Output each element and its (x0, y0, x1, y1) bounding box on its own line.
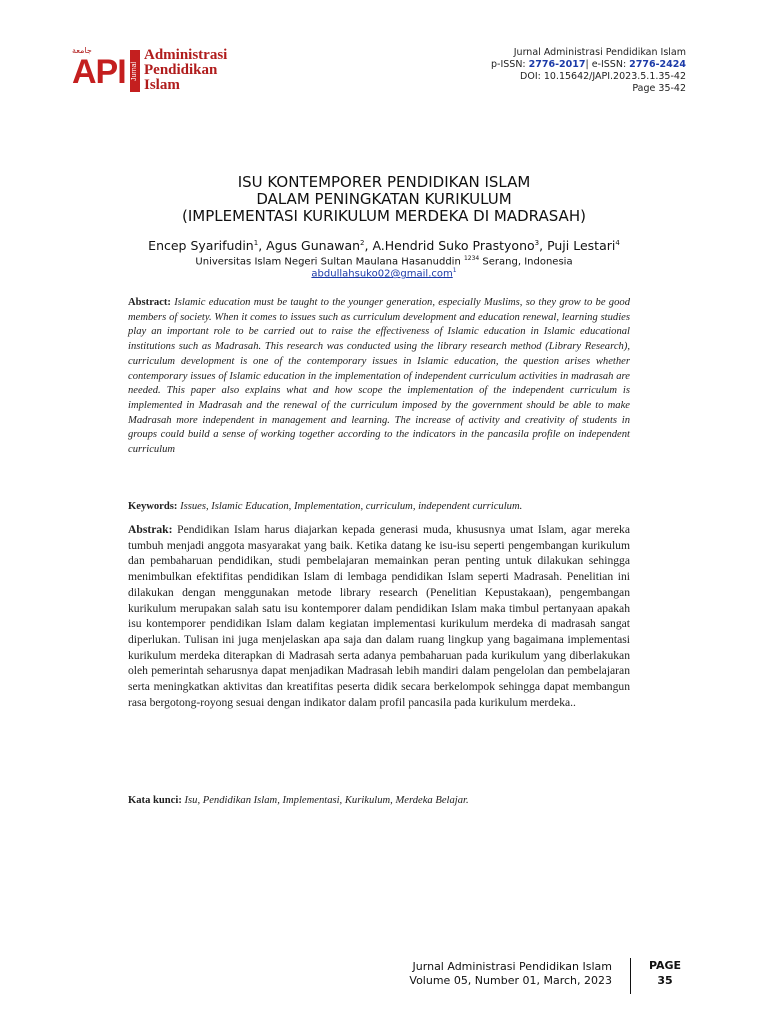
affiliation-text: Universitas Islam Negeri Sultan Maulana Hasanuddin (195, 256, 464, 268)
affiliation (0, 255, 768, 267)
footer-journal-name: Jurnal Administrasi Pendidikan Islam (412, 960, 612, 973)
paper-title (0, 174, 768, 225)
footer-page-value: 35 (657, 974, 673, 987)
p-issn-value: 2776-2017 (528, 59, 586, 70)
logo-line-1: Administrasi (144, 47, 228, 63)
logo-vertical-label: Jurnal (130, 50, 140, 92)
meta-doi: DOI: 10.15642/JAPI.2023.5.1.35-42 (520, 71, 686, 82)
footer-journal-info (409, 960, 612, 988)
affiliation-sup: 1234 (463, 255, 480, 262)
abstract-label: Abstract: (128, 297, 171, 308)
keywords-label: Keywords: (128, 501, 178, 512)
footer-divider (630, 958, 631, 994)
email-link[interactable]: abdullahsuko02@gmail.com (311, 268, 453, 280)
affiliation-tail: Serang, Indonesia (479, 256, 573, 268)
abstrak-label: Abstrak: (128, 523, 173, 536)
katakunci-label: Kata kunci: (128, 795, 182, 806)
title-line-3: (IMPLEMENTASI KURIKULUM MERDEKA DI MADRASAH) (182, 207, 586, 225)
author-list (0, 238, 768, 253)
keywords-id (128, 795, 630, 806)
title-line-2: DALAM PENINGKATAN KURIKULUM (256, 190, 512, 208)
keywords-text: Issues, Islamic Education, Implementation, curriculum, independent curriculum. (177, 501, 523, 512)
logo-line-2: Pendidikan (144, 62, 218, 78)
meta-pages: Page 35-42 (632, 83, 686, 94)
email-line (0, 267, 768, 279)
author-3: , A.Hendrid Suko Prastyono (364, 238, 535, 253)
email-sup: 1 (452, 267, 457, 274)
p-issn-label: p-ISSN: (491, 59, 529, 70)
abstract-text: Islamic education must be taught to the younger generation, especially Muslims, so they grow to be good members of society. When it comes to issues such as curriculum development and education renewal, learning studies play an important role to be carried out to raise the effectiveness of Islamic education in Islamic educational institutions such as Madrasah. This research was conducted using the library research method (Library Research), curriculum development is one of the contemporary issues in Islamic education, the question arises whether contemporary issues of Islamic education in the implementation of independent curriculum activities in madrasah are needed. This paper also explains what and how scope the implementation of the independent curriculum is implemented in Madrasah and the renewal of the curriculum imposed by the government should be able to make Madrasah more independent in management and learning. The increase of activity and creativity of students in groups could build a sense of working together according to the indicators in the pancasila profile on independent curriculum (128, 297, 630, 456)
journal-meta (491, 47, 686, 95)
footer-page-number (640, 958, 690, 988)
author-2-sup: 2 (360, 238, 365, 247)
title-line-1: ISU KONTEMPORER PENDIDIKAN ISLAM (237, 173, 531, 191)
keywords-en (128, 501, 630, 512)
footer-page-label: PAGE (648, 959, 682, 972)
e-issn-label: | e-ISSN: (585, 59, 630, 70)
author-4-sup: 4 (615, 238, 620, 247)
abstract-en (128, 296, 630, 458)
journal-logo (72, 46, 240, 96)
logo-arabic-text: جامعة (72, 46, 92, 55)
katakunci-text: Isu, Pendidikan Islam, Implementasi, Kurikulum, Merdeka Belajar. (181, 795, 469, 806)
author-2: , Agus Gunawan (258, 238, 361, 253)
author-1-sup: 1 (253, 238, 259, 247)
logo-api-mark: API (72, 53, 126, 91)
e-issn-value: 2776-2424 (629, 59, 686, 70)
logo-line-3: Islam (144, 77, 180, 93)
meta-journal-name: Jurnal Administrasi Pendidikan Islam (513, 47, 686, 58)
author-4: , Puji Lestari (539, 238, 616, 253)
meta-issn (491, 59, 686, 71)
abstract-id (128, 522, 630, 710)
abstrak-text: Pendidikan Islam harus diajarkan kepada generasi muda, khususnya umat Islam, agar mereka tumbuh menjadi anggota masyarakat yang baik. Ketika datang ke isu-isu seperti pengembangan kurikulum dan pembaharuan pendidikan, studi pembelajaran memainkan peran penting untuk dilakukan sehingga menimbulkan efektifitas pendidikan Islam di lembaga pendidikan Islam seperti Madrasah. Penelitian ini dilakukan dengan menggunakan metode library research (Penelitian Kepustakaan), pengembangan kurikulum merupakan salah satu isu kontemporer dalam pendidikan Islam maka timbul pertanyaan apakah isu kontemporer pendidikan Islam dalam kegiatan implementasi kurikulum merdeka di madrasah sangat diperlukan. Tulisan ini juga menjelaskan apa saja dan dalam ruang lingkup yang bagaimana implementasi kurikulum merdeka diterapkan di Madrasah serta adanya pembaharuan pada kurikulum yang diberlakukan oleh pemerintah seharusnya dapat menjadikan Madrasah lebih mandiri dalam pengelolan dan pembelajaran serta meningkatkan aktivitas dan kreatifitas peserta didik secara berkelompok sehingga dapat membangun rasa bergotong-royong sesuai dengan indikator dalam profil pancasila pada kurikulum merdeka.. (128, 523, 630, 709)
author-1: Encep Syarifudin (148, 238, 254, 253)
logo-wordmark (144, 48, 227, 93)
author-3-sup: 3 (534, 238, 540, 247)
footer-volume: Volume 05, Number 01, March, 2023 (409, 974, 612, 987)
